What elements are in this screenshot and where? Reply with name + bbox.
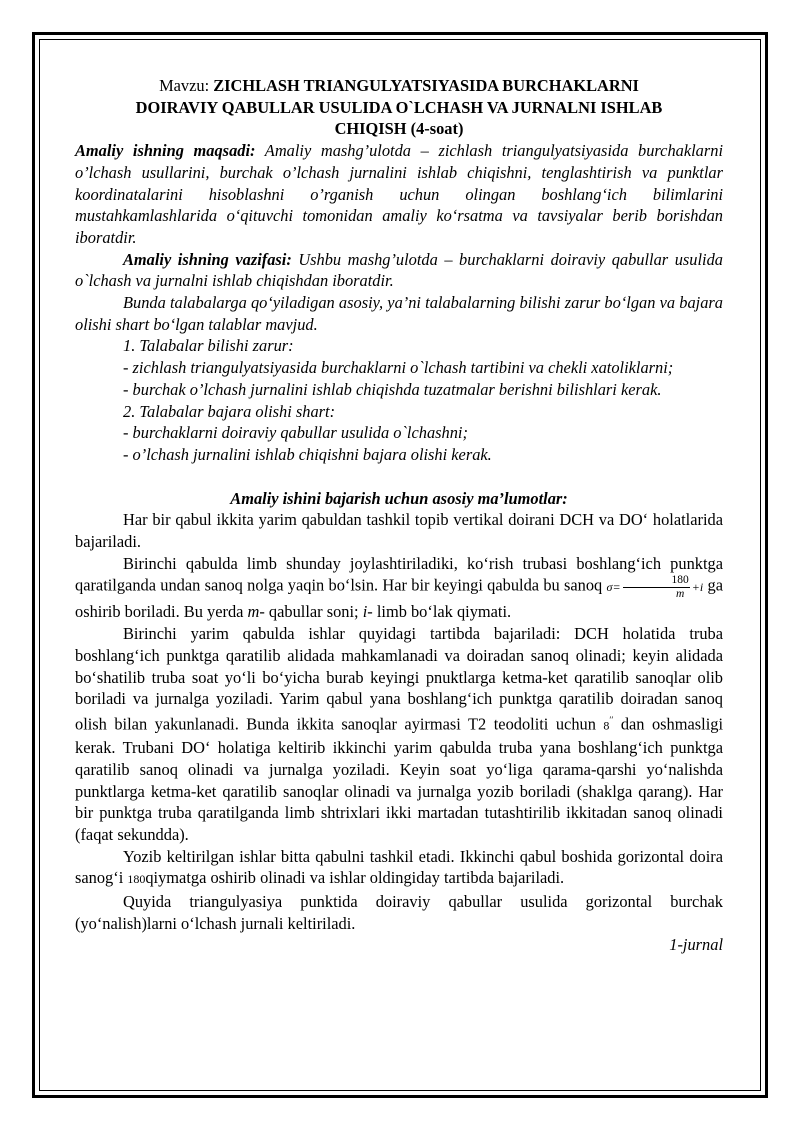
section-heading: Amaliy ishini bajarish uchun asosiy ma’lumotlar: <box>230 488 568 508</box>
formula-numerator: 180 <box>623 574 690 588</box>
requirements-1-heading: 1. Talabalar bilishi zarur: <box>123 336 294 356</box>
paragraph-2-text-c: - qabullar soni; <box>259 602 363 622</box>
task-paragraph <box>75 249 723 292</box>
paragraph-3 <box>75 623 723 846</box>
requirements-2-heading: 2. Talabalar bajara olishi shart: <box>123 401 336 421</box>
paragraph-3-text-a: Birinchi yarim qabulda ishlar quyidagi tartibda bajariladi: DCH holatida truba boshlang‘ich punktga qaratilib alidada mahkamlanadi va doiradan sanoq olinadi; keyin alidada bo‘shatilib truba soat yo‘li bo‘yicha burab keyingi pnuktlarga ketma-ket qaratilib sanoqlar olib boriladi va jurnalga yoziladi. Yarim qabul yana boshlang‘ich punktga qaratilib doiradan sanoq olish bilan yakunlanadi. Bunda ikkita sanoqlar ayirmasi T2 teodoliti uchun <box>75 624 723 734</box>
goal-paragraph <box>75 140 723 249</box>
paragraph-2 <box>75 553 723 623</box>
increment-value: 180 <box>127 872 146 887</box>
paragraph-2-i: i <box>362 602 368 622</box>
title-prefix: Mavzu: <box>159 76 214 95</box>
title-line-1: ZICHLASH TRIANGULYATSIYASIDA BURCHAKLARNI <box>213 76 639 95</box>
formula-plus: + <box>691 579 700 594</box>
document-body <box>75 75 723 956</box>
formula-i: i <box>699 579 704 594</box>
paragraph-4-text-a: Yozib keltirilgan ishlar bitta qabulni tashkil etadi. Ikkinchi qabul boshida gorizontal doira sanog‘i <box>75 846 723 888</box>
goal-label: Amaliy ishning maqsadi: <box>75 141 256 161</box>
paragraph-2-m: m <box>247 602 260 622</box>
task-text: Ushbu mashg’ulotda – burchaklarni doiraviy qabullar usulida o`lchash va jurnalni ishlab chiqishdan iboratdir. <box>75 249 723 291</box>
arcsecond-unit: ′′ <box>609 714 614 725</box>
paragraph-4-text-b: qiymatga oshirib olinadi va ishlar oldingiday tartibda bajariladi. <box>145 868 565 888</box>
formula-denominator: m <box>676 588 685 601</box>
paragraph-2-text-d: - limb bo‘lak qiymati. <box>367 602 512 622</box>
tolerance-value: 8 <box>603 718 610 733</box>
requirements-2-item-1: - burchaklarni doiraviy qabullar usulida o`lchashni; <box>123 423 468 443</box>
paragraph-5: Quyida triangulyasiya punktida doiraviy qabullar usulida gorizontal burchak (yo‘nalish)larni o‘lchash jurnali keltiriladi. <box>75 892 723 933</box>
spacer <box>75 466 723 488</box>
intro-paragraph: Bunda talabalarga qo‘yiladigan asosiy, ya’ni talabalarning bilishi zarur bo‘lgan va bajara olishi shart bo‘lgan talablar mavjud. <box>75 293 723 334</box>
journal-label: 1-jurnal <box>669 935 723 955</box>
paragraph-3-text-b: dan oshmasligi kerak. Trubani DO‘ holatiga keltirib ikkinchi yarim qabulda truba yana boshlang‘ich punktga qaratilib sanoq olinadi va jurnalga yoziladi. Keyin soat yo‘liga qarama-qarshi yo‘nalishda punktlarga ketma-ket qaratilib sanoqlar olinadi va jurnalga yozib boriladi (shaklga qarang). Har bir punktga truba qaratilganda limb shtrixlari ikki martadan tutashtirilib ikkitadan sanoq olinadi (faqat sekundda). <box>75 714 724 844</box>
paragraph-2-text-b: ga oshirib boriladi. Bu yerda <box>75 575 723 622</box>
paragraph-4 <box>75 846 723 891</box>
title-line-3: CHIQISH (4-soat) <box>334 119 464 139</box>
requirements-2-item-2: - o’lchash jurnalini ishlab chiqishni bajara olishi kerak. <box>123 444 492 464</box>
title-line-2: DOIRAVIY QABULLAR USULIDA O`LCHASH VA JURNALNI ISHLAB <box>135 97 663 117</box>
requirements-1-item-2: - burchak o’lchash jurnalini ishlab chiqishda tuzatmalar berishni bilishlari kerak. <box>123 379 662 399</box>
formula-fraction <box>623 574 690 601</box>
task-label: Amaliy ishning vazifasi: <box>123 249 292 269</box>
paragraph-1: Har bir qabul ikkita yarim qabuldan tashkil topib vertikal doirani DCH va DO‘ holatlarida bajariladi. <box>75 510 723 552</box>
goal-text: Amaliy mashg’ulotda – zichlash triangulyatsiyasida burchaklarni o’lchash usullarini, burchak o’lchash jurnalini ishlab chiqishni, tenglashtirish va punktlar koordinatalarini hisoblashni o’rganish uchun olingan boshlang‘ich bilimlarini mustahkamlashlarida o‘qituvchi tomonidan amaliy ko‘rsatma va tavsiyalar berib borishdan iboratdir. <box>75 141 723 247</box>
requirements-1-item-1: - zichlash triangulyatsiyasida burchaklarni o`lchash tartibini va chekli xatoliklarni; <box>123 358 674 378</box>
paragraph-2-text-a: Birinchi qabulda limb shunday joylashtiriladiki, ko‘rish trubasi boshlang‘ich punktga qaratilganda undan sanoq nolga yaqin bo‘lsin. Har bir keyingi qabulda bu sanoq <box>75 553 723 595</box>
formula-sigma: σ <box>606 579 613 594</box>
page-title <box>75 75 723 140</box>
sigma-formula <box>606 574 704 601</box>
formula-equals: = <box>612 579 621 594</box>
